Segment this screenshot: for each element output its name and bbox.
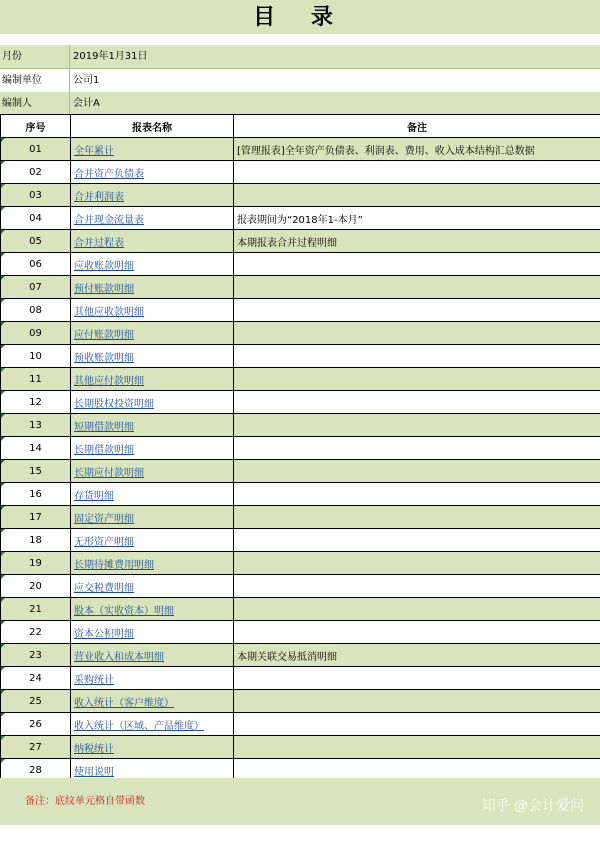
note-cell[interactable] — [234, 460, 600, 483]
note-cell[interactable] — [234, 161, 600, 184]
row-number-text: 12 — [29, 396, 42, 408]
formula-marker-icon — [1, 483, 5, 487]
formula-marker-icon — [1, 276, 5, 280]
row-number-text: 26 — [29, 718, 42, 730]
report-link[interactable]: 纳税统计 — [74, 743, 114, 755]
formula-marker-icon — [1, 598, 5, 602]
report-name-cell — [71, 529, 234, 552]
row-number-text: 04 — [29, 212, 42, 224]
table-row — [1, 207, 600, 230]
title-bar — [0, 0, 600, 35]
row-number — [1, 736, 71, 759]
formula-marker-icon — [1, 368, 5, 372]
report-name-cell — [71, 483, 234, 506]
report-link[interactable]: 全年累计 — [74, 145, 114, 157]
row-number — [1, 322, 71, 345]
formula-marker-icon — [1, 207, 5, 211]
table-header-row — [1, 115, 600, 138]
formula-marker-icon — [1, 506, 5, 510]
table-row — [1, 138, 600, 161]
row-number-text: 06 — [29, 258, 42, 270]
report-name-cell — [71, 506, 234, 529]
note-cell[interactable] — [234, 598, 600, 621]
table-row — [1, 506, 600, 529]
info-row-unit — [0, 69, 600, 93]
formula-marker-icon — [1, 322, 5, 326]
formula-marker-icon — [1, 713, 5, 717]
table-row — [1, 299, 600, 322]
row-number — [1, 345, 71, 368]
row-number — [1, 644, 71, 667]
table-row — [1, 736, 600, 759]
table-row — [1, 414, 600, 437]
page-title: 目 录 — [253, 4, 347, 30]
table-row — [1, 644, 600, 667]
row-number-text: 24 — [29, 672, 42, 684]
report-name-cell — [71, 322, 234, 345]
report-link[interactable]: 合并过程表 — [74, 237, 124, 249]
report-name-cell — [71, 299, 234, 322]
formula-marker-icon — [1, 736, 5, 740]
formula-marker-icon — [1, 667, 5, 671]
row-number-text: 21 — [29, 603, 42, 615]
report-name-cell — [71, 161, 234, 184]
formula-marker-icon — [1, 621, 5, 625]
row-number — [1, 230, 71, 253]
formula-marker-icon — [1, 345, 5, 349]
row-number — [1, 575, 71, 598]
report-name-cell — [71, 460, 234, 483]
report-name-cell — [71, 276, 234, 299]
info-label: 编制人 — [0, 92, 70, 115]
header-name: 报表名称 — [71, 115, 234, 138]
note-cell[interactable] — [234, 184, 600, 207]
row-number — [1, 138, 71, 161]
row-number-text: 19 — [29, 557, 42, 569]
table-row — [1, 368, 600, 391]
row-number — [1, 690, 71, 713]
note-cell[interactable] — [234, 575, 600, 598]
note-cell[interactable]: 报表期间为“2018年1-本月” — [234, 207, 600, 230]
report-link[interactable]: 合并利润表 — [74, 191, 124, 203]
row-number — [1, 276, 71, 299]
report-name-cell — [71, 598, 234, 621]
row-number-text: 23 — [29, 649, 42, 661]
info-label: 编制单位 — [0, 69, 70, 92]
formula-marker-icon — [1, 759, 5, 763]
row-number — [1, 713, 71, 736]
row-number-text: 05 — [29, 235, 42, 247]
note-cell[interactable] — [234, 276, 600, 299]
table-row — [1, 253, 600, 276]
row-number-text: 28 — [29, 764, 42, 776]
note-cell[interactable] — [234, 736, 600, 759]
report-link[interactable]: 无形资产明细 — [74, 536, 134, 548]
row-number — [1, 253, 71, 276]
note-cell[interactable] — [234, 391, 600, 414]
report-link[interactable]: 存货明细 — [74, 490, 114, 502]
row-number-text: 11 — [29, 373, 42, 385]
footnote: 备注：底纹单元格自带函数 — [25, 796, 145, 807]
report-name-cell — [71, 736, 234, 759]
report-link[interactable]: 合并资产负债表 — [74, 168, 144, 180]
report-link[interactable]: 长期应付款明细 — [74, 467, 144, 479]
report-name-cell — [71, 690, 234, 713]
table-row — [1, 345, 600, 368]
table-row — [1, 621, 600, 644]
note-cell[interactable] — [234, 414, 600, 437]
row-number-text: 07 — [29, 281, 42, 293]
table-row — [1, 598, 600, 621]
report-link[interactable]: 收入统计（客户维度） — [74, 697, 174, 709]
table-row — [1, 667, 600, 690]
report-link[interactable]: 应收账款明细 — [74, 260, 134, 272]
info-value[interactable]: 会计A — [73, 98, 100, 109]
row-number-text: 20 — [29, 580, 42, 592]
note-cell[interactable] — [234, 621, 600, 644]
info-value[interactable]: 公司1 — [73, 75, 100, 86]
row-number — [1, 552, 71, 575]
report-name-cell — [71, 253, 234, 276]
row-number — [1, 621, 71, 644]
report-link[interactable]: 资本公积明细 — [74, 628, 134, 640]
report-link[interactable]: 合并现金流量表 — [74, 214, 144, 226]
row-number — [1, 184, 71, 207]
formula-marker-icon — [1, 460, 5, 464]
formula-marker-icon — [1, 644, 5, 648]
formula-marker-icon — [1, 138, 5, 142]
table-row — [1, 276, 600, 299]
report-link[interactable]: 预付账款明细 — [74, 283, 134, 295]
report-name-cell — [71, 667, 234, 690]
watermark: 知乎 @会计爱问 — [481, 798, 584, 814]
report-name-cell — [71, 575, 234, 598]
row-number-text: 25 — [29, 695, 42, 707]
table-row — [1, 460, 600, 483]
table-row — [1, 230, 600, 253]
report-name-cell — [71, 207, 234, 230]
row-number — [1, 506, 71, 529]
report-link[interactable]: 长期借款明细 — [74, 444, 134, 456]
row-number-text: 02 — [29, 166, 42, 178]
row-number — [1, 460, 71, 483]
row-number-text: 18 — [29, 534, 42, 546]
report-name-cell — [71, 184, 234, 207]
row-number-text: 09 — [29, 327, 42, 339]
report-name-cell — [71, 391, 234, 414]
report-name-cell — [71, 230, 234, 253]
note-cell[interactable]: 本期关联交易抵消明细 — [234, 644, 600, 667]
info-value[interactable]: 2019年1月31日 — [73, 51, 148, 62]
report-link[interactable]: 使用说明 — [74, 766, 114, 778]
row-number — [1, 483, 71, 506]
report-name-cell — [71, 138, 234, 161]
footer-band — [0, 778, 600, 825]
row-number — [1, 598, 71, 621]
row-number-text: 03 — [29, 189, 42, 201]
row-number — [1, 667, 71, 690]
table-row — [1, 161, 600, 184]
row-number — [1, 414, 71, 437]
row-number — [1, 368, 71, 391]
spacer-row — [0, 34, 600, 45]
table-row — [1, 391, 600, 414]
report-link[interactable]: 营业收入和成本明细 — [74, 651, 164, 663]
row-number — [1, 207, 71, 230]
report-name-cell — [71, 368, 234, 391]
row-number-text: 10 — [29, 350, 42, 362]
table-row — [1, 575, 600, 598]
info-row-preparer — [0, 92, 600, 115]
row-number — [1, 161, 71, 184]
formula-marker-icon — [1, 161, 5, 165]
row-number — [1, 299, 71, 322]
note-cell[interactable]: [管理报表]全年资产负债表、利润表、费用、收入成本结构汇总数据 — [234, 138, 600, 161]
note-cell[interactable] — [234, 506, 600, 529]
report-link[interactable]: 应付账款明细 — [74, 329, 134, 341]
row-number-text: 22 — [29, 626, 42, 638]
note-cell[interactable] — [234, 713, 600, 736]
report-name-cell — [71, 644, 234, 667]
row-number-text: 15 — [29, 465, 42, 477]
info-row-month — [0, 45, 600, 69]
row-number — [1, 391, 71, 414]
report-link[interactable]: 其他应收款明细 — [74, 306, 144, 318]
row-number-text: 14 — [29, 442, 42, 454]
report-name-cell — [71, 621, 234, 644]
table-row — [1, 483, 600, 506]
header-note: 备注 — [234, 115, 600, 138]
note-cell[interactable]: 本期报表合并过程明细 — [234, 230, 600, 253]
formula-marker-icon — [1, 529, 5, 533]
table-row — [1, 552, 600, 575]
formula-marker-icon — [1, 299, 5, 303]
note-cell[interactable] — [234, 667, 600, 690]
note-cell[interactable] — [234, 253, 600, 276]
report-name-cell — [71, 552, 234, 575]
header-no: 序号 — [1, 115, 71, 138]
report-index-table — [0, 114, 600, 782]
row-number — [1, 437, 71, 460]
row-number — [1, 529, 71, 552]
formula-marker-icon — [1, 391, 5, 395]
table-row — [1, 713, 600, 736]
report-link[interactable]: 预收账款明细 — [74, 352, 134, 364]
report-name-cell — [71, 713, 234, 736]
note-cell[interactable] — [234, 345, 600, 368]
table-body — [1, 138, 600, 782]
formula-marker-icon — [1, 230, 5, 234]
formula-marker-icon — [1, 414, 5, 418]
report-link[interactable]: 固定资产明细 — [74, 513, 134, 525]
report-name-cell — [71, 414, 234, 437]
formula-marker-icon — [1, 552, 5, 556]
formula-marker-icon — [1, 575, 5, 579]
note-cell[interactable] — [234, 368, 600, 391]
report-link[interactable]: 采购统计 — [74, 674, 114, 686]
note-cell[interactable] — [234, 690, 600, 713]
report-link[interactable]: 股本（实收资本）明细 — [74, 605, 174, 617]
row-number-text: 27 — [29, 741, 42, 753]
table-row — [1, 437, 600, 460]
info-label: 月份 — [0, 45, 70, 68]
report-link[interactable]: 长期待摊费用明细 — [74, 559, 154, 571]
formula-marker-icon — [1, 690, 5, 694]
table-row — [1, 529, 600, 552]
formula-marker-icon — [1, 437, 5, 441]
note-cell[interactable] — [234, 299, 600, 322]
row-number-text: 13 — [29, 419, 42, 431]
row-number-text: 08 — [29, 304, 42, 316]
formula-marker-icon — [1, 253, 5, 257]
report-name-cell — [71, 345, 234, 368]
note-cell[interactable] — [234, 529, 600, 552]
row-number-text: 16 — [29, 488, 42, 500]
report-link[interactable]: 短期借款明细 — [74, 421, 134, 433]
report-link[interactable]: 应交税费明细 — [74, 582, 134, 594]
report-link[interactable]: 其他应付款明细 — [74, 375, 144, 387]
row-number-text: 17 — [29, 511, 42, 523]
note-cell[interactable] — [234, 483, 600, 506]
report-link[interactable]: 长期股权投资明细 — [74, 398, 154, 410]
table-row — [1, 184, 600, 207]
table-row — [1, 322, 600, 345]
row-number-text: 01 — [29, 143, 42, 155]
formula-marker-icon — [1, 184, 5, 188]
note-cell[interactable] — [234, 322, 600, 345]
note-cell[interactable] — [234, 552, 600, 575]
report-name-cell — [71, 437, 234, 460]
table-row — [1, 690, 600, 713]
report-link[interactable]: 收入统计（区域、产品维度） — [74, 720, 204, 732]
note-cell[interactable] — [234, 437, 600, 460]
